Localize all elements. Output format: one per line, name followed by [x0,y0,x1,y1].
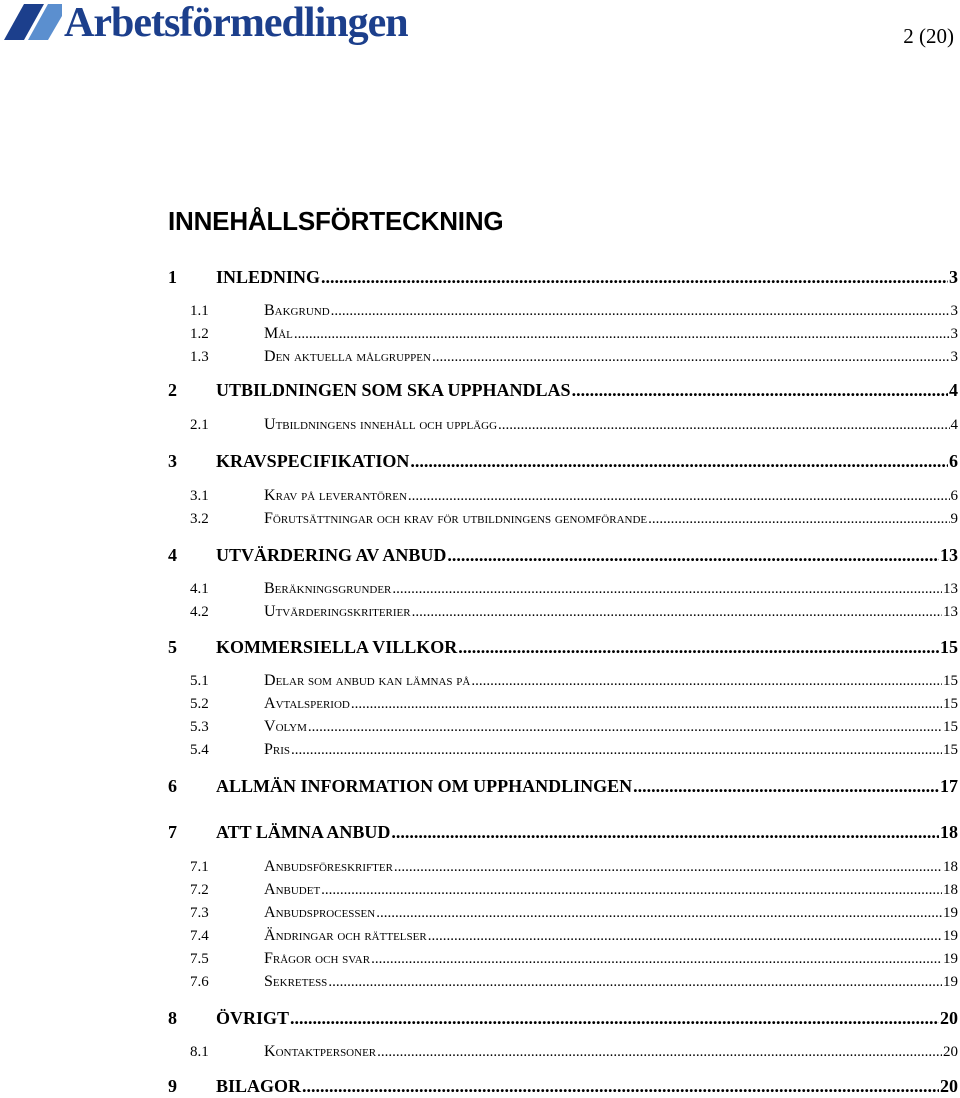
toc-entry-title: Anbudet [264,881,321,898]
toc-entry-number: 7 [168,822,177,842]
toc-entry-page: 17 [940,776,958,796]
toc-entry-number: 6 [168,776,177,796]
toc-entry-subsection[interactable] [190,718,958,736]
toc-entry-title: UTBILDNINGEN SOM SKA UPPHANDLAS [216,380,571,400]
toc-entry-number: 5 [168,637,177,657]
toc-dot-leader [377,1044,942,1061]
toc-entry-number: 4 [168,545,177,565]
toc-entry-page: 18 [943,859,958,875]
toc-dot-leader [572,380,948,401]
toc-entry-subsection[interactable] [190,973,958,991]
toc-entry-title: Frågor och svar [264,950,371,967]
toc-entry-subsection[interactable] [190,603,958,621]
toc-entry-subsection[interactable] [190,741,958,759]
toc-entry-number: 5.4 [190,742,209,758]
toc-dot-leader [331,303,950,320]
toc-entry-section[interactable] [168,545,958,566]
toc-entry-section[interactable] [168,380,958,401]
toc-entry-subsection[interactable] [190,672,958,690]
toc-entry-title: Utvärderingskriterier [264,603,411,620]
toc-entry-title: KOMMERSIELLA VILLKOR [216,637,458,657]
toc-entry-section[interactable] [168,822,958,843]
toc-entry-page: 4 [949,380,958,400]
toc-entry-page: 6 [949,451,958,471]
toc-entry-page: 9 [950,511,958,527]
toc-entry-title: Sekretess [264,973,328,990]
toc-entry-title: Kontaktpersoner [264,1043,377,1060]
toc-entry-title: ALLMÄN INFORMATION OM UPPHANDLINGEN [216,776,633,796]
toc-dot-leader [410,451,948,472]
toc-entry-number: 1 [168,267,177,287]
toc-entry-page: 3 [950,326,958,342]
toc-entry-number: 4.2 [190,604,209,620]
toc-entry-subsection[interactable] [190,487,958,505]
toc-entry-page: 15 [943,719,958,735]
toc-entry-number: 1.1 [190,303,209,319]
toc-dot-leader [392,581,942,598]
toc-dot-leader [351,696,942,713]
toc-entry-title: Avtalsperiod [264,695,350,712]
toc-dot-leader [394,859,942,876]
toc-entry-title: Beräkningsgrunder [264,580,392,597]
toc-dot-leader [294,326,950,343]
toc-entry-number: 7.4 [190,928,209,944]
toc-dot-leader [458,637,939,658]
toc-dot-leader [447,545,939,566]
toc-title: INNEHÅLLSFÖRTECKNING [168,206,504,236]
toc-dot-leader [321,267,948,288]
toc-entry-page: 18 [943,882,958,898]
toc-entry-page: 15 [943,742,958,758]
toc-entry-title: Anbudsprocessen [264,904,376,921]
toc-dot-leader [291,742,942,759]
toc-entry-number: 3.2 [190,511,209,527]
toc-entry-section[interactable] [168,776,958,797]
toc-entry-title: Mål [264,325,293,342]
toc-entry-subsection[interactable] [190,695,958,713]
toc-entry-number: 7.3 [190,905,209,921]
toc-entry-number: 7.2 [190,882,209,898]
toc-entry-page: 19 [943,905,958,921]
toc-dot-leader [391,822,939,843]
toc-dot-leader [408,488,950,505]
toc-entry-page: 20 [940,1076,958,1096]
toc-entry-title: Delar som anbud kan lämnas på [264,672,471,689]
toc-entry-page: 3 [950,303,958,319]
toc-entry-subsection[interactable] [190,927,958,945]
toc-entry-subsection[interactable] [190,1043,958,1061]
toc-entry-page: 13 [940,545,958,565]
toc-entry-subsection[interactable] [190,416,958,434]
toc-dot-leader [290,1008,939,1029]
toc-entry-number: 4.1 [190,581,209,597]
toc-dot-leader [308,719,942,736]
toc-dot-leader [321,882,942,899]
toc-entry-number: 9 [168,1076,177,1096]
toc-entry-title: Förutsättningar och krav för utbildningens genomförande [264,510,648,527]
toc-entry-page: 3 [950,349,958,365]
toc-entry-title: KRAVSPECIFIKATION [216,451,410,471]
toc-entry-number: 5.1 [190,673,209,689]
toc-entry-page: 20 [943,1044,958,1060]
toc-dot-leader [633,776,939,797]
toc-entry-subsection[interactable] [190,858,958,876]
toc-entry-page: 19 [943,928,958,944]
toc-entry-subsection[interactable] [190,904,958,922]
toc-dot-leader [302,1076,939,1097]
toc-entry-subsection[interactable] [190,580,958,598]
toc-entry-number: 1.2 [190,326,209,342]
toc-entry-page: 4 [950,417,958,433]
toc-dot-leader [432,349,950,366]
toc-entry-title: INLEDNING [216,267,321,287]
toc-entry-title: Volym [264,718,307,735]
toc-entry-number: 2 [168,380,177,400]
toc-entry-subsection[interactable] [190,325,958,343]
toc-entry-page: 13 [943,581,958,597]
toc-entry-number: 3.1 [190,488,209,504]
toc-entry-title: ÖVRIGT [216,1008,290,1028]
toc-dot-leader [328,974,942,991]
toc-entry-number: 5.3 [190,719,209,735]
toc-dot-leader [648,511,949,528]
toc-entry-section[interactable] [168,1008,958,1029]
toc-entry-number: 5.2 [190,696,209,712]
toc-entry-number: 7.1 [190,859,209,875]
toc-entry-page: 3 [949,267,958,287]
toc-entry-number: 8.1 [190,1044,209,1060]
toc-entry-title: BILAGOR [216,1076,302,1096]
page-number: 2 (20) [903,24,954,48]
toc-entry-number: 8 [168,1008,177,1028]
toc-entry-page: 15 [943,673,958,689]
logo-text: Arbetsförmedlingen [64,0,408,46]
toc-entry-subsection[interactable] [190,881,958,899]
toc-entry-title: Krav på leverantören [264,487,407,504]
toc-entry-page: 19 [943,974,958,990]
toc-dot-leader [428,928,942,945]
toc-dot-leader [371,951,942,968]
toc-entry-page: 6 [950,488,958,504]
toc-dot-leader [498,417,949,434]
toc-entry-page: 15 [943,696,958,712]
toc-entry-title: Anbudsföreskrifter [264,858,393,875]
toc-entry-title: Bakgrund [264,302,330,319]
toc-entry-subsection[interactable] [190,950,958,968]
toc-entry-subsection[interactable] [190,348,958,366]
toc-entry-title: UTVÄRDERING AV ANBUD [216,545,447,565]
toc-entry-page: 18 [940,822,958,842]
toc-dot-leader [471,673,942,690]
toc-entry-section[interactable] [168,637,958,658]
toc-entry-number: 1.3 [190,349,209,365]
header-logo [4,2,408,52]
toc-entry-subsection[interactable] [190,510,958,528]
toc-entry-number: 7.5 [190,951,209,967]
toc-entry-number: 2.1 [190,417,209,433]
toc-entry-section[interactable] [168,451,958,472]
toc-entry-page: 13 [943,604,958,620]
toc-entry-subsection[interactable] [190,302,958,320]
toc-entry-number: 7.6 [190,974,209,990]
toc-entry-title: Utbildningens innehåll och upplägg [264,416,498,433]
toc-entry-title: Den aktuella målgruppen [264,348,431,365]
toc-entry-page: 15 [940,637,958,657]
logo-mark-icon [4,2,62,42]
toc-entry-number: 3 [168,451,177,471]
toc-entry-title: ATT LÄMNA ANBUD [216,822,391,842]
toc-entry-section[interactable] [168,267,958,288]
toc-entry-title: Pris [264,741,291,758]
toc-entry-title: Ändringar och rättelser [264,927,427,944]
toc-entry-page: 20 [940,1008,958,1028]
toc-dot-leader [412,604,942,621]
toc-entry-section[interactable] [168,1076,958,1097]
toc-entry-page: 19 [943,951,958,967]
toc-dot-leader [376,905,942,922]
